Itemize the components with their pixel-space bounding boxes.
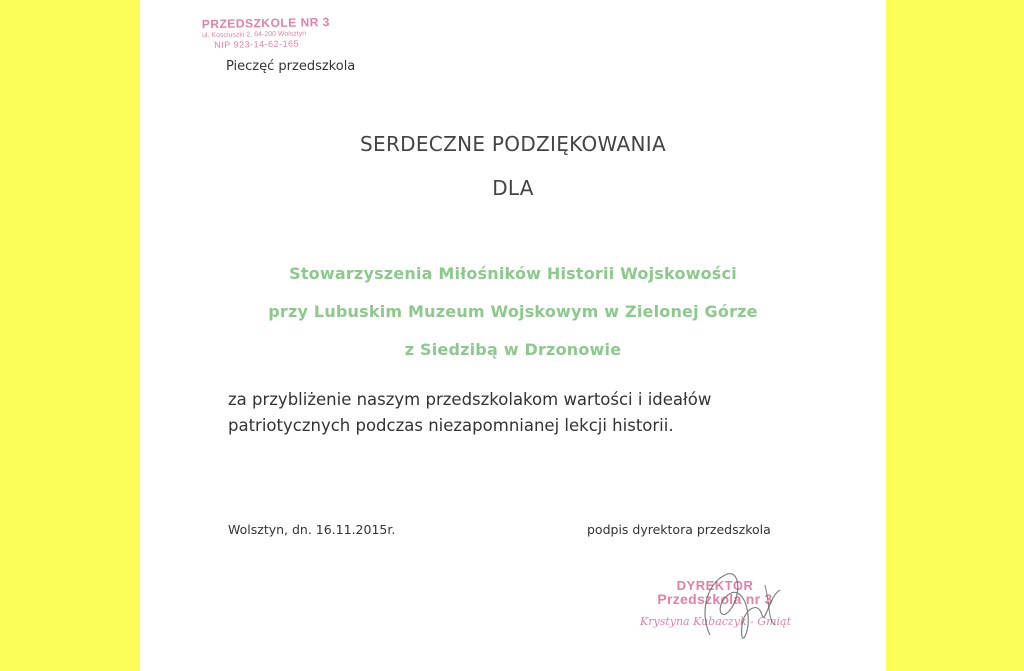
director-stamp-line-3: Krystyna Kubaczyk - Gmiąt	[640, 615, 792, 628]
message-line-2: patriotycznych podczas niezapomnianej lekcji historii.	[228, 416, 674, 435]
recipient-line-1: Stowarzyszenia Miłośników Historii Wojskowości	[289, 264, 737, 283]
heading-for: DLA	[492, 176, 534, 200]
place-date: Wolsztyn, dn. 16.11.2015r.	[228, 522, 396, 537]
stamp-line-2: ul. Kosciuszki 2, 64-200 Wolsztyn	[201, 30, 307, 40]
kindergarten-stamp	[202, 15, 343, 50]
signature-label: podpis dyrektora przedszkola	[587, 522, 771, 537]
stamp-line-3: NIP 923-14-62-165	[214, 38, 300, 51]
stamp-line-1: PRZEDSZKOLE NR 3	[201, 14, 330, 32]
director-stamp-line-1: DYREKTOR	[676, 578, 754, 593]
document-sheet	[140, 0, 886, 671]
recipient-line-2: przy Lubuskim Muzeum Wojskowym w Zielonej Górze	[268, 302, 758, 321]
heading-title: SERDECZNE PODZIĘKOWANIA	[360, 132, 666, 156]
director-stamp-line-2: Przedszkola nr 3	[657, 591, 773, 607]
recipient-line-3: z Siedzibą w Drzonowie	[404, 340, 622, 359]
signature-icon	[670, 555, 800, 650]
message-line-1: za przybliżenie naszym przedszkolakom wartości i ideałów	[228, 390, 712, 409]
stamp-label: Pieczęć przedszkola	[226, 59, 356, 74]
